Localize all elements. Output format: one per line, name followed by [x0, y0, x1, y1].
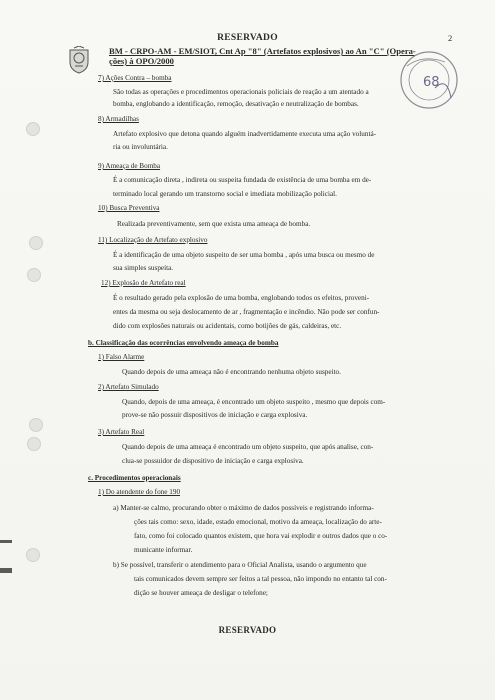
text-line: bomba, englobando a identificação, remoção, desativação e neutralização de bombas.: [113, 100, 359, 108]
text-line: Quando depois de uma ameaça é encontrado um objeto suspeito, que após analise, con-: [122, 443, 374, 451]
title-line-1: BM - CRPO-AM - EM/SIOT, Cnt Ap "8" (Artefatos explosivos) ao An "C" (Opera-: [109, 46, 416, 56]
footer-classification: RESERVADO: [218, 625, 277, 635]
text-line: sua simples suspeita.: [113, 264, 174, 272]
text-line: b) Se possível, transferir o atendimento para o Oficial Analista, usando o argumento que: [113, 561, 367, 569]
text-line: 7) Ações Contra – bomba: [98, 74, 172, 82]
text-line: É o resultado gerado pela explosão de uma bomba, englobando todos os efeitos, proveni-: [113, 294, 370, 302]
svg-text:68: 68: [423, 75, 440, 90]
text-line: Quando, depois de uma ameaça, é encontrado um objeto suspeito , mesmo que depois com-: [122, 398, 386, 406]
text-line: Artefato explosivo que detona quando alguém inadvertidamente executa uma ação voluntá-: [113, 130, 377, 138]
text-line: ções tais como: sexo, idade, estado emocional, motivo da ameaça, localização do arte-: [134, 518, 382, 526]
text-line: 11) Localização de Artefato explosivo: [98, 236, 208, 244]
text-line: Realizada preventivamente, sem que exista uma ameaça de bomba.: [117, 220, 311, 228]
text-line: 8) Armadilhas: [98, 115, 139, 123]
text-line: 10) Busca Preventiva: [98, 204, 160, 212]
header-classification: RESERVADO: [217, 33, 278, 43]
text-line: É a identificação de uma objeto suspeito de ser uma bomba , após uma busca ou mesmo de: [113, 251, 375, 259]
text-line: 12) Explosão de Artefato real: [101, 279, 186, 287]
text-line: É a comunicação direta , indireta ou suspeita fundada de existência de uma bomba em de-: [113, 176, 372, 184]
text-line: dido com explosões naturais ou acidentais, como botijões de gás, caldeiras, etc.: [113, 322, 342, 330]
text-line: 3) Artefato Real: [98, 428, 145, 436]
text-line: tais comunicados devem sempre ser feitos a tal pessoa, não impondo no entanto tal con-: [134, 575, 387, 583]
text-line: c. Procedimentos operacionais: [88, 474, 181, 482]
text-line: terminado local gerando um transtorno social e imediata mobilização policial.: [113, 190, 337, 198]
text-line: fato, como foi colocado quantos existem, que hora vai explodir e outros dados que o co-: [134, 532, 388, 540]
text-line: 1) Falso Alarme: [98, 353, 145, 361]
text-line: b. Classificação das ocorrências envolvendo ameaça de bomba: [88, 339, 279, 347]
text-line: 2) Artefato Simulado: [98, 383, 159, 391]
text-line: a) Manter-se calmo, procurando obter o máximo de dados possíveis e registrando informa-: [113, 504, 374, 512]
page-number: 2: [448, 33, 453, 43]
text-line: prove-se não possuir dispositivos de iniciação e carga explosiva.: [122, 411, 308, 419]
text-line: dição se houver ameaça de desligar o telefone;: [134, 589, 268, 597]
text-line: municante informar.: [134, 546, 193, 554]
text-line: 1) Do atendente do fone 190: [98, 488, 181, 496]
text-line: 9) Ameaça de Bomba: [98, 162, 161, 170]
text-line: São todas as operações e procedimentos operacionais policiais de reação a um atentado a: [113, 88, 369, 96]
text-line: Quando depois de uma ameaça não é encontrando nenhuma objeto suspeito.: [122, 368, 341, 376]
title-line-2: ções) à OPO/2000: [109, 56, 174, 66]
text-line: clua-se possuidor de dispositivo de iniciação e carga explosiva.: [122, 457, 304, 465]
text-line: ria ou involuntária.: [113, 143, 168, 151]
text-line: entes da mesma ou seja deslocamento de ar , fragmentação e incêndio. Não pode ser confun-: [113, 308, 380, 316]
